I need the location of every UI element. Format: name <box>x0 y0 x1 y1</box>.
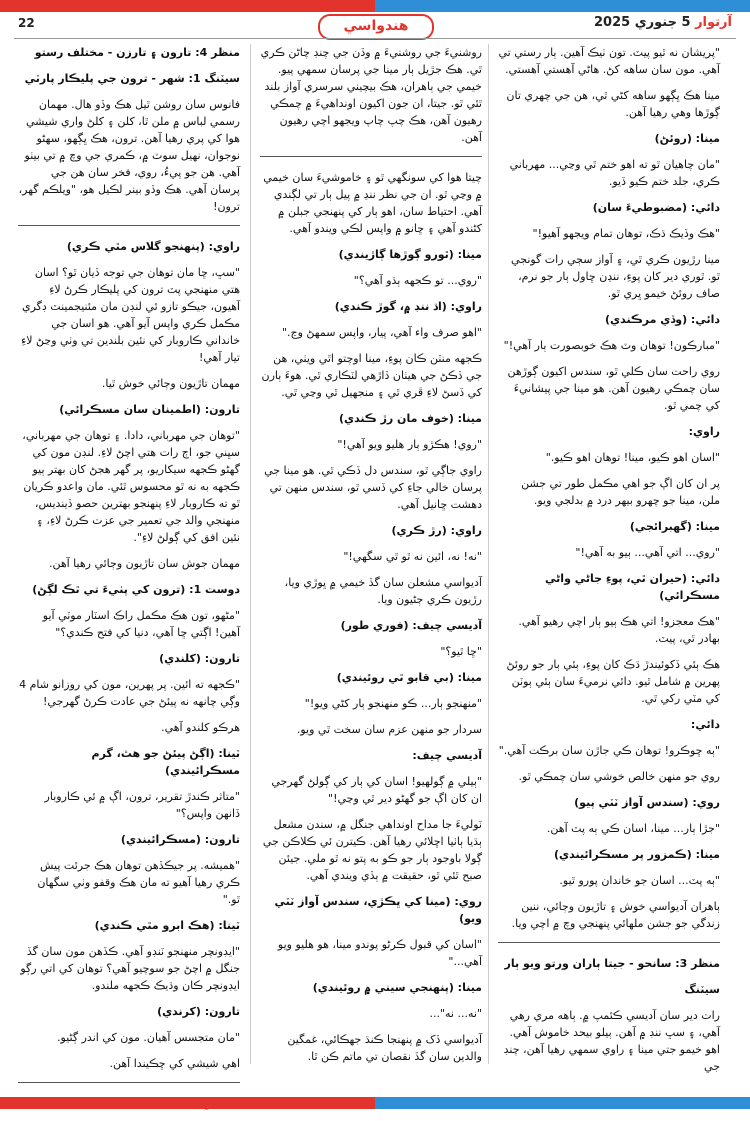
middle-col-speaker-line: مينا: (ٿورو ڳوڙها ڳاڙيندي) <box>338 248 482 261</box>
column-divider-left <box>250 44 251 1064</box>
left-col-paragraph: مهمان جوش سان تاڙيون وڄائي رهيا آهن. <box>48 557 240 570</box>
middle-col-speaker-line: مينا: (خوف مان رڙ ڪندي) <box>338 412 482 425</box>
middle-col-paragraph: "روي... تو ڪجهه ٻڌو آهي؟" <box>353 274 482 287</box>
bottom-color-bar <box>0 1097 750 1109</box>
right-col-paragraph: "اسان اهو ڪيو، مينا! توهان اهو ڪيو." <box>545 451 720 464</box>
right-col-paragraph: روي راحت سان ڪلي ٿو، سندس اکيون ڳوڙهن سان چمڪي رهيون آهن. هو مينا جي پيشانيءَ کي چمي ٿو. <box>507 365 720 412</box>
middle-col-speaker-line: آديسي چيف: (فوري طور) <box>340 619 482 632</box>
right-col-speaker-line: دائي: (مضبوطيءَ سان) <box>592 201 720 214</box>
bottom-bar-red <box>0 1097 375 1109</box>
left-column <box>18 44 240 1121</box>
right-col-paragraph: هڪ ٻئي ڏکوئيندڙ ڌڪ کان پوءِ، ٻئي ٻار جو روئڻ پهرين ۾ شامل ٿيو. دائي نرميءَ سان ٻئي ٻوٽن کي مٽي رکي ٿي. <box>506 658 720 705</box>
left-col-speaker-line: ٽينا: (هڪ ابرو مٿي ڪندي) <box>94 919 240 932</box>
middle-col-paragraph: "ڇا ٿيو؟" <box>440 645 482 658</box>
issue-year: 2025 <box>594 15 631 30</box>
middle-col-separator <box>260 156 482 157</box>
right-col-paragraph: "روي... اتي آهي... ٻيو به آهي!" <box>575 546 720 559</box>
left-col-separator <box>18 225 240 226</box>
middle-col-paragraph: روشنيءَ جي روشنيءَ ۾ وڏن جي چنڊ چاڻن ڪري ٿي. هڪ جڙيل ٻار مينا جي پرسان سمهي پيو. خيمي جي ٻاهران، هڪ بيچيني سرسري آواز بلند ٿئي ٿو. جيتا، ان جون اکيون اونداهيءَ ۾ چمڪي رهيون آهن، هڪ چپ چاپ ويجهو اچي رهيون آهن. <box>260 46 482 144</box>
middle-col-paragraph: چيتا هوا کي سونگهي ٿو ۽ خاموشيءَ سان خيمي ۾ وڃي ٿو. ان جي نظر ننڍ ۾ پيل ٻار تي لڳندي آهي. احتياط سان، اهو ٻار کي پنهنجي جبلن ۾ کڻندو آهي ۽ ڇانو ۾ واپس لڪي ويندو آهي. <box>263 171 482 235</box>
middle-col-paragraph: "منهنجو ٻار... ڪو منهنجو ٻار کڻي ويو!" <box>304 697 482 710</box>
left-col-paragraph: "متاثر ڪندڙ تقرير، ترون، اڳ ۾ ئي ڪاروبار ڏانهن واپس؟" <box>44 790 240 820</box>
right-col-paragraph: "پريشان نه ٿيو پيٽ. تون ٺيڪ آهين. ٻار رستي تي آهي. مون سان ساهه کڻ. هاڻي آهستي آهستي. <box>498 46 720 76</box>
issue-day: 5 <box>681 15 691 30</box>
top-color-bar <box>0 0 750 12</box>
left-col-speaker-line: تارون: (اطمينان سان مسڪرائي) <box>59 403 240 416</box>
bottom-bar-blue <box>375 1097 750 1109</box>
left-col-speaker-line: تارون: (مسڪرائيندي) <box>120 833 240 846</box>
right-col-paragraph: رات دير سان آديسي ڪئمپ ۾. ٻاهه مري رهي آهي، ۽ سڀ ننڊ ۾ آهن. ٻيلو بيحد خاموش آهي. اهو خيمو جتي مينا ۽ راوي سمهي رهيا آهن، چنڊ جي <box>503 1009 720 1073</box>
column-divider-right <box>488 44 489 1064</box>
issue-date <box>594 15 732 30</box>
left-col-paragraph: "توهان جي مهرباني، دادا. ۽ توهان جي مهرباني، سڀني جو، اڄ رات هتي اچڻ لاءِ. لنڊن مون کي گهڻو ڪجهه سيکاريو، پر گهر هجڻ کان بهتر ٻيو ڪجهه به نه ٿو محسوس ٿئي. مان واعدو ڪريان ٿو ته ڪاروبار لاءِ پنهنجو بهترين حصو ڏينديس، منهنجي والد جي تعمير جي عزت ڪرڻ لاءِ، ۽ نئين افق کي ڳولڻ لاءِ". <box>22 429 240 544</box>
page-number: 22 <box>18 16 35 30</box>
left-col-paragraph: "ڪجهه ته ائين. پر پهرين، مون کي روزانو شام 4 وڳي چانهه نه پيئڻ جي عادت ڪرڻ گهرجي! <box>19 678 240 708</box>
right-col-speaker-line: سيٽنگ <box>684 983 720 996</box>
middle-col-speaker-line: مينا: (بي قابو ٿي روئيندي) <box>336 671 482 684</box>
right-col-speaker-line: دائي: (حيران ٿي، پوءِ جاڻي واڻي مسڪرائي) <box>545 572 720 602</box>
right-col-speaker-line: روي: (سندس آواز ٽٽي پيو) <box>574 796 720 809</box>
right-col-speaker-line: راوي: <box>688 425 720 438</box>
middle-col-paragraph: آديواسي مشعلن سان گڏ خيمي ۾ ڀوڙي ويا، رڙيون ڪري ڄڻيون ويا. <box>284 576 482 606</box>
right-col-paragraph: مينا رڙيون ڪري ٿي، ۽ آواز سڄي رات گونجي ٿو. ٿوري دير کان پوءِ، ننڍن ڇاول ٻار جو نرم، صاف روئڻ خيمو ڀري ٿو. <box>511 253 720 300</box>
right-col-paragraph: "هڪ معجزو! اتي هڪ ٻيو ٻار اچي رهيو آهي. بهادر ٿي، پيٽ. <box>518 615 720 645</box>
left-col-speaker-line: راوي: (پنهنجو گلاس مٿي ڪري) <box>66 240 240 253</box>
middle-col-paragraph: ڪجهه منٽن ڪان پوءِ، مينا اوچتو اٿي ويٺي، هن جي ڏڪڻ جي هيٺان ڏاڙهي لٽڪاري ٿي. هوءَ ٻارن کي ڏسڻ لاءِ ڦري ٿي ۽ منجهيل ٿي وڃي ٿي. <box>261 352 482 399</box>
middle-col-paragraph: "نه! نه، ائين نه ٿو ٿي سگهي!" <box>343 550 482 563</box>
right-col-paragraph: "مان چاهيان ٿو ته اهو ختم ٿي وڃي... مهرباني ڪري، جلد ختم ڪيو ڏيو. <box>509 158 720 188</box>
right-col-paragraph: ٻاهران آديواسي خوش ۽ تاڙيون وڄائي، ننين زندگي جو جشن ملهائي پنهنجي وچ ۾ اچي ويا. <box>511 900 720 930</box>
right-col-speaker-line: منظر 3: سانحو - جيتا ٻاران ورتو ويو ٻار <box>504 957 720 970</box>
left-col-paragraph: "ايڊونچر منهنجو ٽنڊو آهي. ڪڏهن مون سان گڏ جنگل ۾ اچڻ جو سوچيو آهي؟ توهان کي اتي رڳو ايڊونچر ڪان وڌيڪ ڪجهه ملندو. <box>20 945 240 992</box>
left-col-paragraph: "سڀ، ڇا مان توهان جي توجه ڏيان ٿو؟ اسان هتي منهنجي پٽ ترون کي پليڪار ڪرڻ لاءِ آهيون، جيڪو تازو ئي لنڊن مان مئنيجمينٽ ڊگري مڪمل ڪري واپس آيو آهي. هو اسان جي خانداني ڪاروبار کي نئين بلندين تي وٺي وڃڻ لاءِ تيار آهي! <box>21 266 240 364</box>
left-col-paragraph: اهي شيشي کي ڇڪيندا آهن. <box>109 1057 240 1070</box>
right-col-paragraph: مينا هڪ ڀڳهو ساهه کڻي ٿي، هن جي چهري تان ڳوڙها وهي رهيا آهن. <box>506 89 720 119</box>
left-col-speaker-line: سيٽنگ 1: شهر - ترون جي پليڪار پارٽي <box>24 72 240 85</box>
middle-col-speaker-line: راوي: (رڙ ڪري) <box>391 524 482 537</box>
issue-month: جنوري <box>634 15 677 30</box>
right-col-paragraph: "جڙا ٻار... مينا، اسان ڪي ٻه پٽ آهن. <box>546 822 720 835</box>
left-col-speaker-line: منظر 4: تارون ۽ تارزن - مختلف رستو <box>34 46 240 59</box>
middle-col-paragraph: سردار جو منهن عزم سان سخت ٿي ويو. <box>296 723 482 736</box>
left-col-paragraph: "هميشه. پر جيڪڏهن توهان هڪ جرئت پيش ڪري رهيا آهيو ته مان هڪ وقفو وٺي سگهان ٿو." <box>37 859 240 906</box>
right-col-speaker-line: دائي: <box>690 718 720 731</box>
right-col-speaker-line: مينا: (ڪمزور پر مسڪرائيندي) <box>553 848 720 861</box>
left-col-speaker-line: تارون: (کرندي) <box>157 1005 240 1018</box>
right-col-speaker-line: دائي: (وڏي مرڪندي) <box>605 313 720 326</box>
top-bar-red <box>0 0 375 12</box>
middle-col-paragraph: "ٻيلي ۾ ڳولهيو! اسان کي ٻار کي ڳولڻ گهرجي ان کان اڳ جو گهڻو دير ٿي وڃي!" <box>271 775 482 805</box>
right-col-speaker-line: مينا: (گهبرائجي) <box>629 520 720 533</box>
middle-col-speaker-line: راوي: (اڌ ننڊ ۾، گوڙ ڪندي) <box>334 300 482 313</box>
top-bar-blue <box>375 0 750 12</box>
left-col-paragraph: هرڪو کلندو آهي. <box>161 721 240 734</box>
left-col-speaker-line: دوست 1: (ترون کي پٺيءَ تي ٿڪ لڳڻ) <box>32 583 240 596</box>
left-col-speaker-line: تارون: (کلندي) <box>159 652 240 665</box>
right-col-paragraph: "ٻه پٽ... اسان جو خاندان پورو ٿيو. <box>559 874 720 887</box>
right-col-paragraph: روي جو منهن خالص خوشي سان چمڪي ٿو. <box>518 770 720 783</box>
middle-col-paragraph: "روي! هڪڙو ٻار هليو ويو آهي!" <box>337 438 482 451</box>
right-column <box>498 44 720 1084</box>
masthead-logo: هندواسي <box>318 14 434 40</box>
middle-col-paragraph: راوي جاڳي ٿو، سندس دل ڏڪي ٿي. هو مينا جي پرسان خالي جاءِ کي ڏسي ٿو، سندس منهن تي دهشت ڇانيل آهي. <box>264 464 482 511</box>
middle-col-speaker-line: مينا: (پنهنجي سيني ۾ روئيندي) <box>312 981 482 994</box>
left-col-paragraph: "مڻهو، تون هڪ مڪمل راڪ اسٽار موٽي آيو آهين! اڳتي ڇا آهي، دنيا کي فتح ڪندي؟" <box>42 609 240 639</box>
issue-weekday: آرتوار <box>695 15 732 30</box>
middle-col-speaker-line: روي: (مينا کي ڀڪڙي، سندس آواز ٽٽي ويو) <box>274 895 482 925</box>
right-col-paragraph: پر ان کان اڳ جو اهي مڪمل طور تي جشن ملن، مينا جو چهرو بيهر درد ۾ بدلجي ويو. <box>521 477 720 507</box>
left-col-speaker-line: ٽينا: (اڳڻ پيئڻ جو هٿ، گرم مسڪرائيندي) <box>91 747 240 777</box>
middle-col-paragraph: "اهو صرف واء آهي، پيار، واپس سمهڻ وڃ." <box>281 326 482 339</box>
middle-col-speaker-line: آديسي چيف: <box>412 749 482 762</box>
end-separator <box>18 1082 240 1083</box>
right-col-speaker-line: مينا: (روئڻ) <box>654 132 720 145</box>
right-col-paragraph: "هڪ وڏيڪ ڌڪ، توهان تمام ويجهو آهيو!" <box>532 227 720 240</box>
middle-col-paragraph: آديواسي ڏک ۾ پنهنجا ڪنڌ جهڪائي، غمگين والدين سان گڏ نقصان تي ماتم ڪن ٿا. <box>287 1033 482 1063</box>
page-header <box>0 12 750 38</box>
middle-col-paragraph: ٽوليءَ جا مداح اونداهي جنگل ۾، سندن مشعل ٻڌيا ٻاٺيا اڇلائي رهيا آهن. ڪيترن ئي ڪلاڪن جي ڳولا باوجود ٻار جو ڪو به پتو نه ٿو ملي. جيئن صبح ٿئي ٿو، حقيقت ۾ ٻڏي ويندي آهي. <box>262 818 482 882</box>
right-col-separator <box>498 942 720 943</box>
right-col-paragraph: "مبارڪون! توهان وٽ هڪ خوبصورت ٻار آهي!" <box>503 339 720 352</box>
right-col-paragraph: "ٻه ڇوڪرو! توهان ڪي جاڙن سان برڪت آهي." <box>498 744 720 757</box>
left-col-paragraph: فانوس سان روشن ٿيل هڪ وڏو هال. مهمان رسمي لباس ۾ ملن ٿا، کلن ۽ کلڻ واري شيشي هوا کي پري رهيا آهن. ترون، هڪ ڀڳهو، سهڻو نوجوان، نهيل سوٽ ۾، ڪمري جي وچ ۾ تي بيٺو آهي. هن جو پيءُ، روي، فخر سان هن جي پرسان آهي. هڪ وڏو بينر لڪيل هو، "ويلڪم گهر، ترون! <box>18 98 240 213</box>
left-col-paragraph: "مان متجسس آهيان. مون کي اندر ڳڻيو. <box>57 1031 240 1044</box>
middle-column <box>260 44 482 1074</box>
header-rule <box>14 38 736 39</box>
left-col-paragraph: مهمان تاڙيون وڄائي خوش ٿيا. <box>101 377 240 390</box>
middle-col-paragraph: "نه... نه"... <box>429 1007 482 1020</box>
middle-col-paragraph: "اسان کي قبول ڪرڻو پوندو مينا، هو هليو ويو آهي..." <box>277 938 482 968</box>
